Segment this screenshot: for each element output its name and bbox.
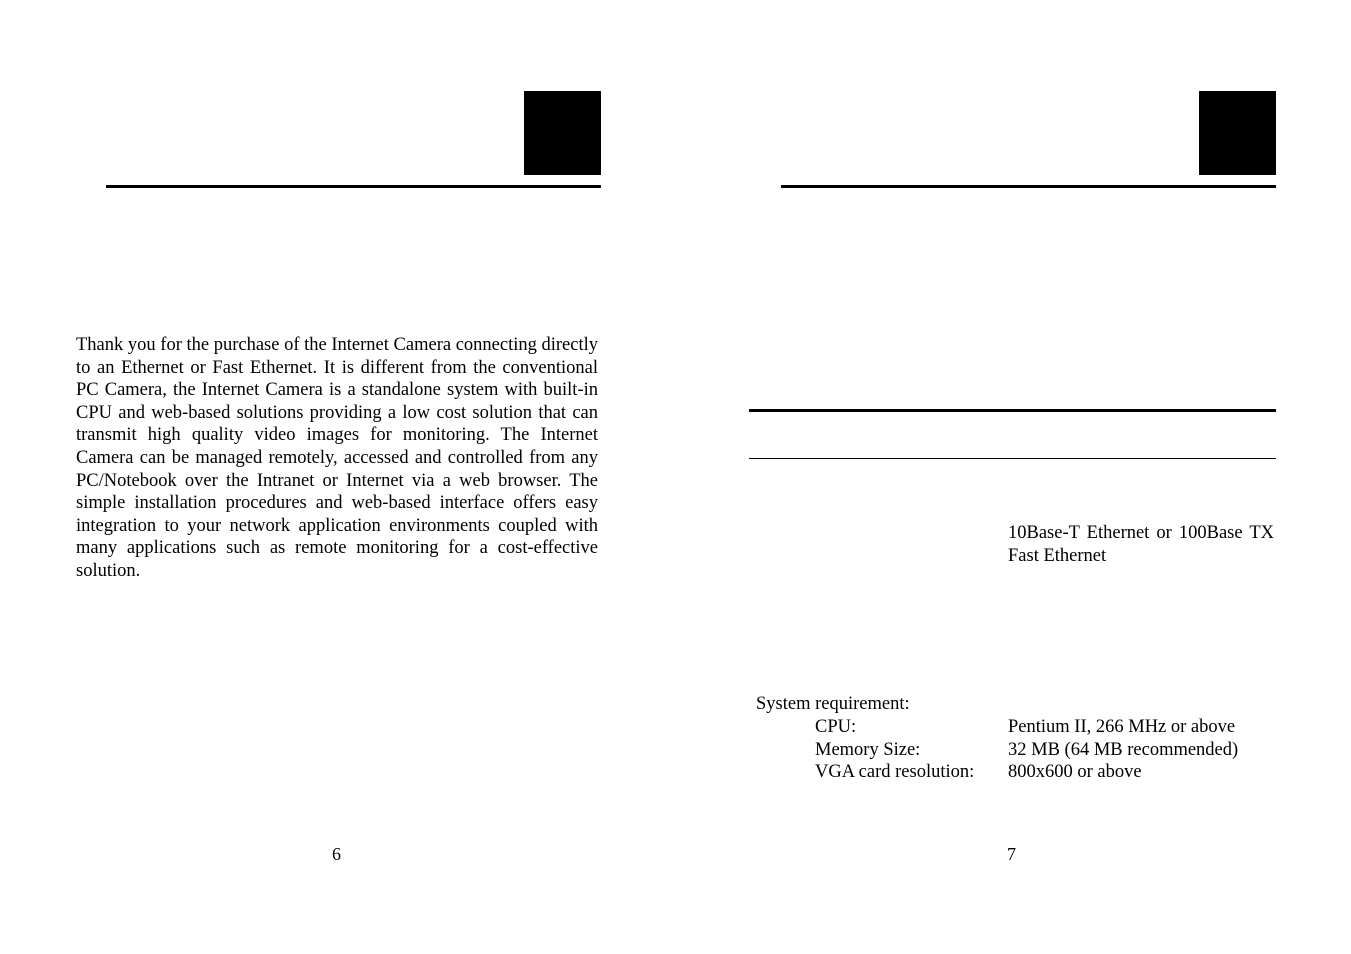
requirement-label-vga: VGA card resolution: bbox=[815, 762, 975, 782]
page-number: 6 bbox=[332, 844, 341, 864]
requirement-label-cpu: CPU: bbox=[815, 717, 857, 737]
header-rule bbox=[781, 185, 1276, 188]
requirement-label-memory: Memory Size: bbox=[815, 740, 921, 760]
right-page bbox=[676, 0, 1351, 954]
chapter-tab-block bbox=[1199, 91, 1276, 175]
section-rule-thin bbox=[749, 458, 1276, 459]
section-rule-thick bbox=[749, 409, 1276, 412]
requirement-value-vga: 800x600 or above bbox=[1008, 762, 1142, 782]
intro-paragraph: Thank you for the purchase of the Internet Camera connecting directly to an Ethernet or Fast Ethernet. It is different from the conventional PC Camera, the Internet Camera is a standalone system with built-in CPU and web-based solutions providing a low cost solution that can transmit high quality video images for monitoring. The Internet Camera can be managed remotely, accessed and controlled from any PC/Notebook over the Intranet or Internet via a web browser. The simple installation procedures and web-based interface offers easy integration to your network application environments coupled with many applications such as remote monitoring for a cost-effective solution. bbox=[76, 335, 598, 581]
page-number: 7 bbox=[1007, 844, 1016, 864]
requirement-value-memory: 32 MB (64 MB recommended) bbox=[1008, 740, 1239, 760]
system-requirement-label: System requirement: bbox=[756, 694, 910, 714]
network-spec-value: 10Base-T Ethernet or 100Base TX Fast Ethernet bbox=[1008, 523, 1274, 566]
header-rule bbox=[106, 185, 601, 188]
requirement-value-cpu: Pentium II, 266 MHz or above bbox=[1008, 717, 1236, 737]
chapter-tab-block bbox=[524, 91, 601, 175]
